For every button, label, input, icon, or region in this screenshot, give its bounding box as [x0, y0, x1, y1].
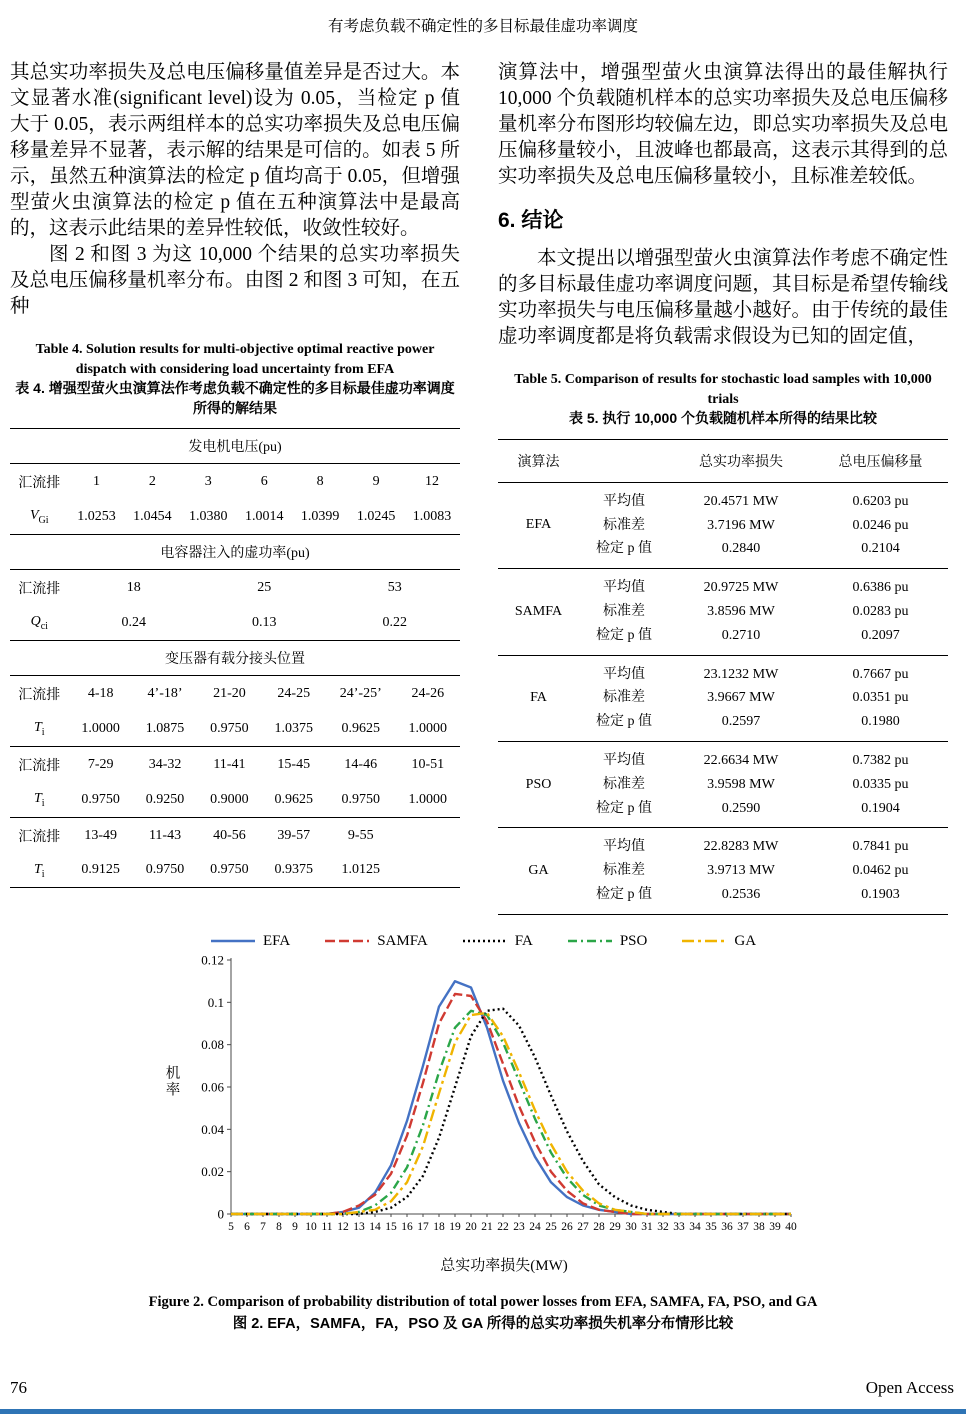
table-cell: 0.9750 — [133, 854, 197, 888]
table-cell: 0.13 — [199, 606, 330, 640]
column-header: 总实功率损失 — [669, 439, 813, 482]
page-footer — [10, 1378, 954, 1398]
bus-label: 汇流排 — [18, 476, 61, 492]
table-cell: 39-57 — [277, 827, 311, 843]
table-cell: 24-26 — [411, 685, 445, 701]
paragraph: 其总实功率损失及总电压偏移量值差异是否过大。本文显著水准(significant level)设为 0.05，当检定 p 值大于 0.05，表示两组样本的总实功率损失及总电压偏移量差异不显著，表示解的结果是可信的。如表 5 所示，虽然五种演算法的检定 p 值均高于 0.05，但增强型萤火虫演算法的检定 p 值在五种演算法中是最高的，这表示此结果的差异性较低，收敛性较好。 — [10, 62, 460, 239]
paragraph: 图 2 和图 3 为这 10,000 个结果的总实功率损失及总电压偏移量机率分布。由图 2 和图 3 可知，在五种 — [10, 244, 460, 317]
svg-text:35: 35 — [704, 1220, 717, 1233]
x-axis-label: 总实功率损失(MW) — [440, 1257, 568, 1274]
legend-label: EFA — [262, 932, 291, 949]
svg-text:0.12: 0.12 — [200, 952, 224, 968]
table-header-row — [498, 439, 948, 482]
table-cell: 1.0014 — [236, 500, 292, 534]
table-cell: 1.0875 — [133, 712, 197, 746]
svg-text:0.1: 0.1 — [207, 994, 224, 1010]
legend-label: SAMFA — [377, 932, 428, 949]
svg-text:28: 28 — [592, 1220, 605, 1233]
svg-text:13: 13 — [352, 1220, 365, 1233]
table-row — [10, 854, 460, 888]
table-cell: 6 — [260, 474, 268, 490]
svg-text:34: 34 — [688, 1220, 701, 1233]
left-column — [10, 60, 460, 915]
table-row — [10, 606, 460, 640]
table-row — [10, 817, 460, 854]
legend-label: FA — [514, 932, 533, 949]
table-cell: 24’-25’ — [339, 685, 382, 701]
legend-line-fa — [462, 936, 508, 946]
table-row — [498, 569, 948, 655]
table-cell: 0.9125 — [69, 854, 133, 888]
svg-text:37: 37 — [736, 1220, 749, 1233]
stat-labels: 平均值 标准差 检定 p 值 — [579, 828, 669, 914]
table-cell: 40-56 — [213, 827, 246, 843]
svg-text:5: 5 — [227, 1220, 234, 1233]
algorithm-name: SAMFA — [498, 569, 579, 655]
table-cell: 2 — [148, 474, 156, 490]
svg-text:15: 15 — [384, 1220, 397, 1233]
table5-caption — [502, 370, 944, 429]
section-heading-conclusion: 6. 结论 — [498, 209, 564, 232]
bus-label: 汇流排 — [18, 582, 61, 598]
figure2-caption-zh: 图 2. EFA，SAMFA，FA，PSO 及 GA 所得的总实功率损失机率分布情形比较 — [232, 1316, 734, 1333]
table-cell: 21-20 — [213, 685, 246, 701]
table-cell: 1.0380 — [180, 500, 236, 534]
table-cell: 1.0000 — [396, 783, 460, 817]
table-row — [10, 570, 460, 607]
legend-label: GA — [734, 932, 757, 949]
table-cell: 1.0000 — [396, 712, 460, 746]
table-row — [498, 482, 948, 568]
page-number: 76 — [10, 1378, 27, 1397]
y-axis-label: 机率 — [163, 1065, 180, 1099]
svg-text:0.08: 0.08 — [200, 1036, 224, 1052]
svg-text:31: 31 — [640, 1220, 653, 1233]
table-row — [498, 655, 948, 741]
legend-line-samfa — [324, 936, 370, 946]
table-cell: 3 — [204, 474, 212, 490]
svg-text:8: 8 — [275, 1220, 282, 1233]
table-cell: 0.9250 — [133, 783, 197, 817]
probability-distribution-chart — [185, 952, 805, 1252]
legend-label: PSO — [619, 932, 648, 949]
table-cell: 1.0245 — [348, 500, 404, 534]
symbol-ti: $T_i$ — [10, 783, 69, 817]
symbol-vgi: $V_{Gi}$ — [10, 500, 69, 534]
table-row — [10, 783, 460, 817]
svg-text:38: 38 — [752, 1220, 765, 1233]
svg-text:33: 33 — [672, 1220, 685, 1233]
table-cell: 1.0125 — [326, 854, 396, 888]
table-cell: 14-46 — [344, 756, 378, 772]
table-row — [10, 500, 460, 534]
svg-text:29: 29 — [608, 1220, 621, 1233]
legend-item-ga — [681, 933, 756, 950]
symbol-qci: $Q_{ci}$ — [10, 606, 69, 640]
table-row — [498, 828, 948, 914]
table-cell: 15-45 — [277, 756, 311, 772]
loss-values: 20.9725 MW 3.8596 MW 0.2710 — [669, 569, 813, 655]
table5-comparison — [498, 439, 948, 915]
svg-text:16: 16 — [400, 1220, 413, 1233]
table-cell: 1.0399 — [292, 500, 348, 534]
svg-text:0.06: 0.06 — [200, 1079, 224, 1095]
table-cell: 34-32 — [148, 756, 182, 772]
table-cell: 1 — [92, 474, 100, 490]
chart-row — [10, 952, 956, 1252]
series-line-fa — [231, 1008, 791, 1213]
stat-labels: 平均值 标准差 检定 p 值 — [579, 569, 669, 655]
bus-label: 汇流排 — [18, 758, 61, 774]
column-header — [579, 439, 669, 482]
table-cell: 0.9750 — [69, 783, 133, 817]
table-cell: 0.9375 — [262, 854, 326, 888]
table-cell: 13-49 — [84, 827, 118, 843]
table5-caption-en: Table 5. Comparison of results for stochastic load samples with 10,000 trials — [514, 372, 932, 407]
table-cell: 1.0083 — [404, 500, 460, 534]
table-cell: 0.9750 — [197, 712, 261, 746]
algorithm-name: GA — [498, 828, 579, 914]
svg-text:10: 10 — [304, 1220, 317, 1233]
svg-text:0.02: 0.02 — [200, 1163, 224, 1179]
deviation-values: 0.7667 pu 0.0351 pu 0.1980 — [813, 655, 948, 741]
table-cell: 0.9625 — [326, 712, 396, 746]
table-row — [498, 741, 948, 827]
table-cell: 0.24 — [69, 606, 200, 640]
table-cell — [396, 817, 460, 854]
paragraph: 演算法中，增强型萤火虫演算法得出的最佳解执行 10,000 个负载随机样本的总实功率损失及总电压偏移量机率分布图形均较偏左边，即总实功率损失及总电压偏移量较小，且波峰也都最高，这表示其得到的总实功率损失及总电压偏移量较小，且标准差较低。 — [498, 62, 948, 187]
page-title: 有考虑负载不确定性的多目标最佳虚功率调度 — [327, 18, 638, 35]
table-cell: 53 — [387, 580, 402, 596]
loss-values: 20.4571 MW 3.7196 MW 0.2840 — [669, 482, 813, 568]
svg-text:19: 19 — [448, 1220, 461, 1233]
series-line-ga — [231, 1013, 791, 1214]
table-cell: 24-25 — [277, 685, 311, 701]
svg-text:22: 22 — [496, 1220, 509, 1233]
bus-label: 汇流排 — [18, 687, 61, 703]
figure2-caption-en: Figure 2. Comparison of probability distribution of total power losses from EFA, SAMFA, FA, PSO, and GA — [148, 1293, 818, 1310]
svg-text:30: 30 — [624, 1220, 637, 1233]
table-cell: 0.9000 — [197, 783, 261, 817]
svg-text:24: 24 — [528, 1220, 541, 1233]
loss-values: 22.6634 MW 3.9598 MW 0.2590 — [669, 741, 813, 827]
algorithm-name: EFA — [498, 482, 579, 568]
svg-text:7: 7 — [259, 1220, 266, 1233]
svg-text:0: 0 — [217, 1206, 224, 1222]
svg-text:23: 23 — [512, 1220, 525, 1233]
legend-line-pso — [567, 936, 613, 946]
svg-text:11: 11 — [320, 1220, 333, 1233]
section-header: 发电机电压(pu) — [10, 429, 460, 464]
table-row — [10, 712, 460, 746]
table-cell: 1.0253 — [69, 500, 125, 534]
table4-caption — [14, 340, 456, 418]
chart-legend — [10, 933, 956, 950]
svg-text:0.04: 0.04 — [200, 1121, 224, 1137]
loss-values: 23.1232 MW 3.9667 MW 0.2597 — [669, 655, 813, 741]
legend-line-ga — [681, 936, 727, 946]
paragraph: 本文提出以增强型萤火虫演算法作考虑不确定性的多目标最佳虚功率调度问题，其目标是希望传输线实功率损失与电压偏移量越小越好。由于传统的最佳虚功率调度都是将负载需求假设为已知的固定值， — [498, 248, 948, 347]
bottom-bar — [0, 1409, 966, 1414]
table-cell: 1.0000 — [69, 712, 133, 746]
bus-label: 汇流排 — [18, 829, 61, 845]
svg-text:27: 27 — [576, 1220, 589, 1233]
table4-transformer-taps — [10, 641, 460, 888]
table-cell: 0.9750 — [197, 854, 261, 888]
figure2-caption — [10, 1291, 956, 1336]
loss-values: 22.8283 MW 3.9713 MW 0.2536 — [669, 828, 813, 914]
svg-text:40: 40 — [784, 1220, 797, 1233]
table-cell: 7-29 — [87, 756, 114, 772]
deviation-values: 0.6203 pu 0.0246 pu 0.2104 — [813, 482, 948, 568]
series-line-pso — [231, 1011, 791, 1214]
symbol-ti: $T_i$ — [10, 712, 69, 746]
table4-caption-en: Table 4. Solution results for multi-objective optimal reactive power dispatch with considering load uncertainty from EFA — [35, 342, 435, 377]
legend-item-efa — [210, 933, 290, 950]
open-access-label: Open Access — [865, 1378, 954, 1397]
svg-text:25: 25 — [544, 1220, 557, 1233]
table-cell: 1.0375 — [262, 712, 326, 746]
table-cell: 4-18 — [87, 685, 114, 701]
svg-text:39: 39 — [768, 1220, 781, 1233]
table-section-row — [10, 641, 460, 676]
table-cell: 12 — [425, 474, 440, 490]
section-header: 电容器注入的虚功率(pu) — [10, 535, 460, 570]
svg-text:12: 12 — [336, 1220, 349, 1233]
table4-generator-voltage — [10, 428, 460, 535]
table-row — [10, 746, 460, 783]
svg-text:32: 32 — [656, 1220, 669, 1233]
table-cell: 18 — [126, 580, 141, 596]
table-cell: 10-51 — [411, 756, 445, 772]
table-cell: 9 — [372, 474, 380, 490]
table-cell: 25 — [257, 580, 272, 596]
svg-text:6: 6 — [243, 1220, 250, 1233]
svg-text:17: 17 — [416, 1220, 429, 1233]
svg-text:9: 9 — [291, 1220, 298, 1233]
svg-text:21: 21 — [480, 1220, 493, 1233]
legend-line-efa — [210, 936, 256, 946]
table-section-row — [10, 535, 460, 570]
legend-item-pso — [567, 933, 648, 950]
figure2-block — [10, 933, 956, 1336]
deviation-values: 0.6386 pu 0.0283 pu 0.2097 — [813, 569, 948, 655]
table4-capacitor-var — [10, 535, 460, 641]
symbol-ti: $T_i$ — [10, 854, 69, 888]
right-column — [498, 60, 948, 915]
table-cell — [396, 854, 460, 888]
column-header: 总电压偏移量 — [813, 439, 948, 482]
table-cell: 8 — [316, 474, 324, 490]
section-header: 变压器有载分接头位置 — [10, 641, 460, 676]
table-cell: 4’-18’ — [147, 685, 183, 701]
table-cell: 1.0454 — [124, 500, 180, 534]
table-cell: 0.9625 — [262, 783, 326, 817]
svg-text:18: 18 — [432, 1220, 445, 1233]
stat-labels: 平均值 标准差 检定 p 值 — [579, 655, 669, 741]
deviation-values: 0.7841 pu 0.0462 pu 0.1903 — [813, 828, 948, 914]
table-cell: 0.22 — [330, 606, 461, 640]
table-cell: 11-43 — [148, 827, 182, 843]
table-row — [10, 464, 460, 501]
table-row — [10, 675, 460, 712]
algorithm-name: FA — [498, 655, 579, 741]
legend-item-samfa — [324, 933, 428, 950]
stat-labels: 平均值 标准差 检定 p 值 — [579, 741, 669, 827]
deviation-values: 0.7382 pu 0.0335 pu 0.1904 — [813, 741, 948, 827]
svg-text:14: 14 — [368, 1220, 381, 1233]
table-cell: 9-55 — [347, 827, 374, 843]
algorithm-name: PSO — [498, 741, 579, 827]
svg-text:36: 36 — [720, 1220, 733, 1233]
two-column-body — [10, 60, 956, 915]
svg-text:26: 26 — [560, 1220, 573, 1233]
svg-text:20: 20 — [464, 1220, 477, 1233]
table5-caption-zh: 表 5. 执行 10,000 个负载随机样本所得的结果比较 — [568, 410, 878, 427]
table4-caption-zh: 表 4. 增强型萤火虫演算法作考虑负载不确定性的多目标最佳虚功率调度所得的解结果 — [15, 380, 455, 416]
stat-labels: 平均值 标准差 检定 p 值 — [579, 482, 669, 568]
legend-item-fa — [462, 933, 533, 950]
column-header: 演算法 — [498, 439, 579, 482]
table-cell: 11-41 — [213, 756, 246, 772]
table-cell: 0.9750 — [326, 783, 396, 817]
table-section-row — [10, 429, 460, 464]
